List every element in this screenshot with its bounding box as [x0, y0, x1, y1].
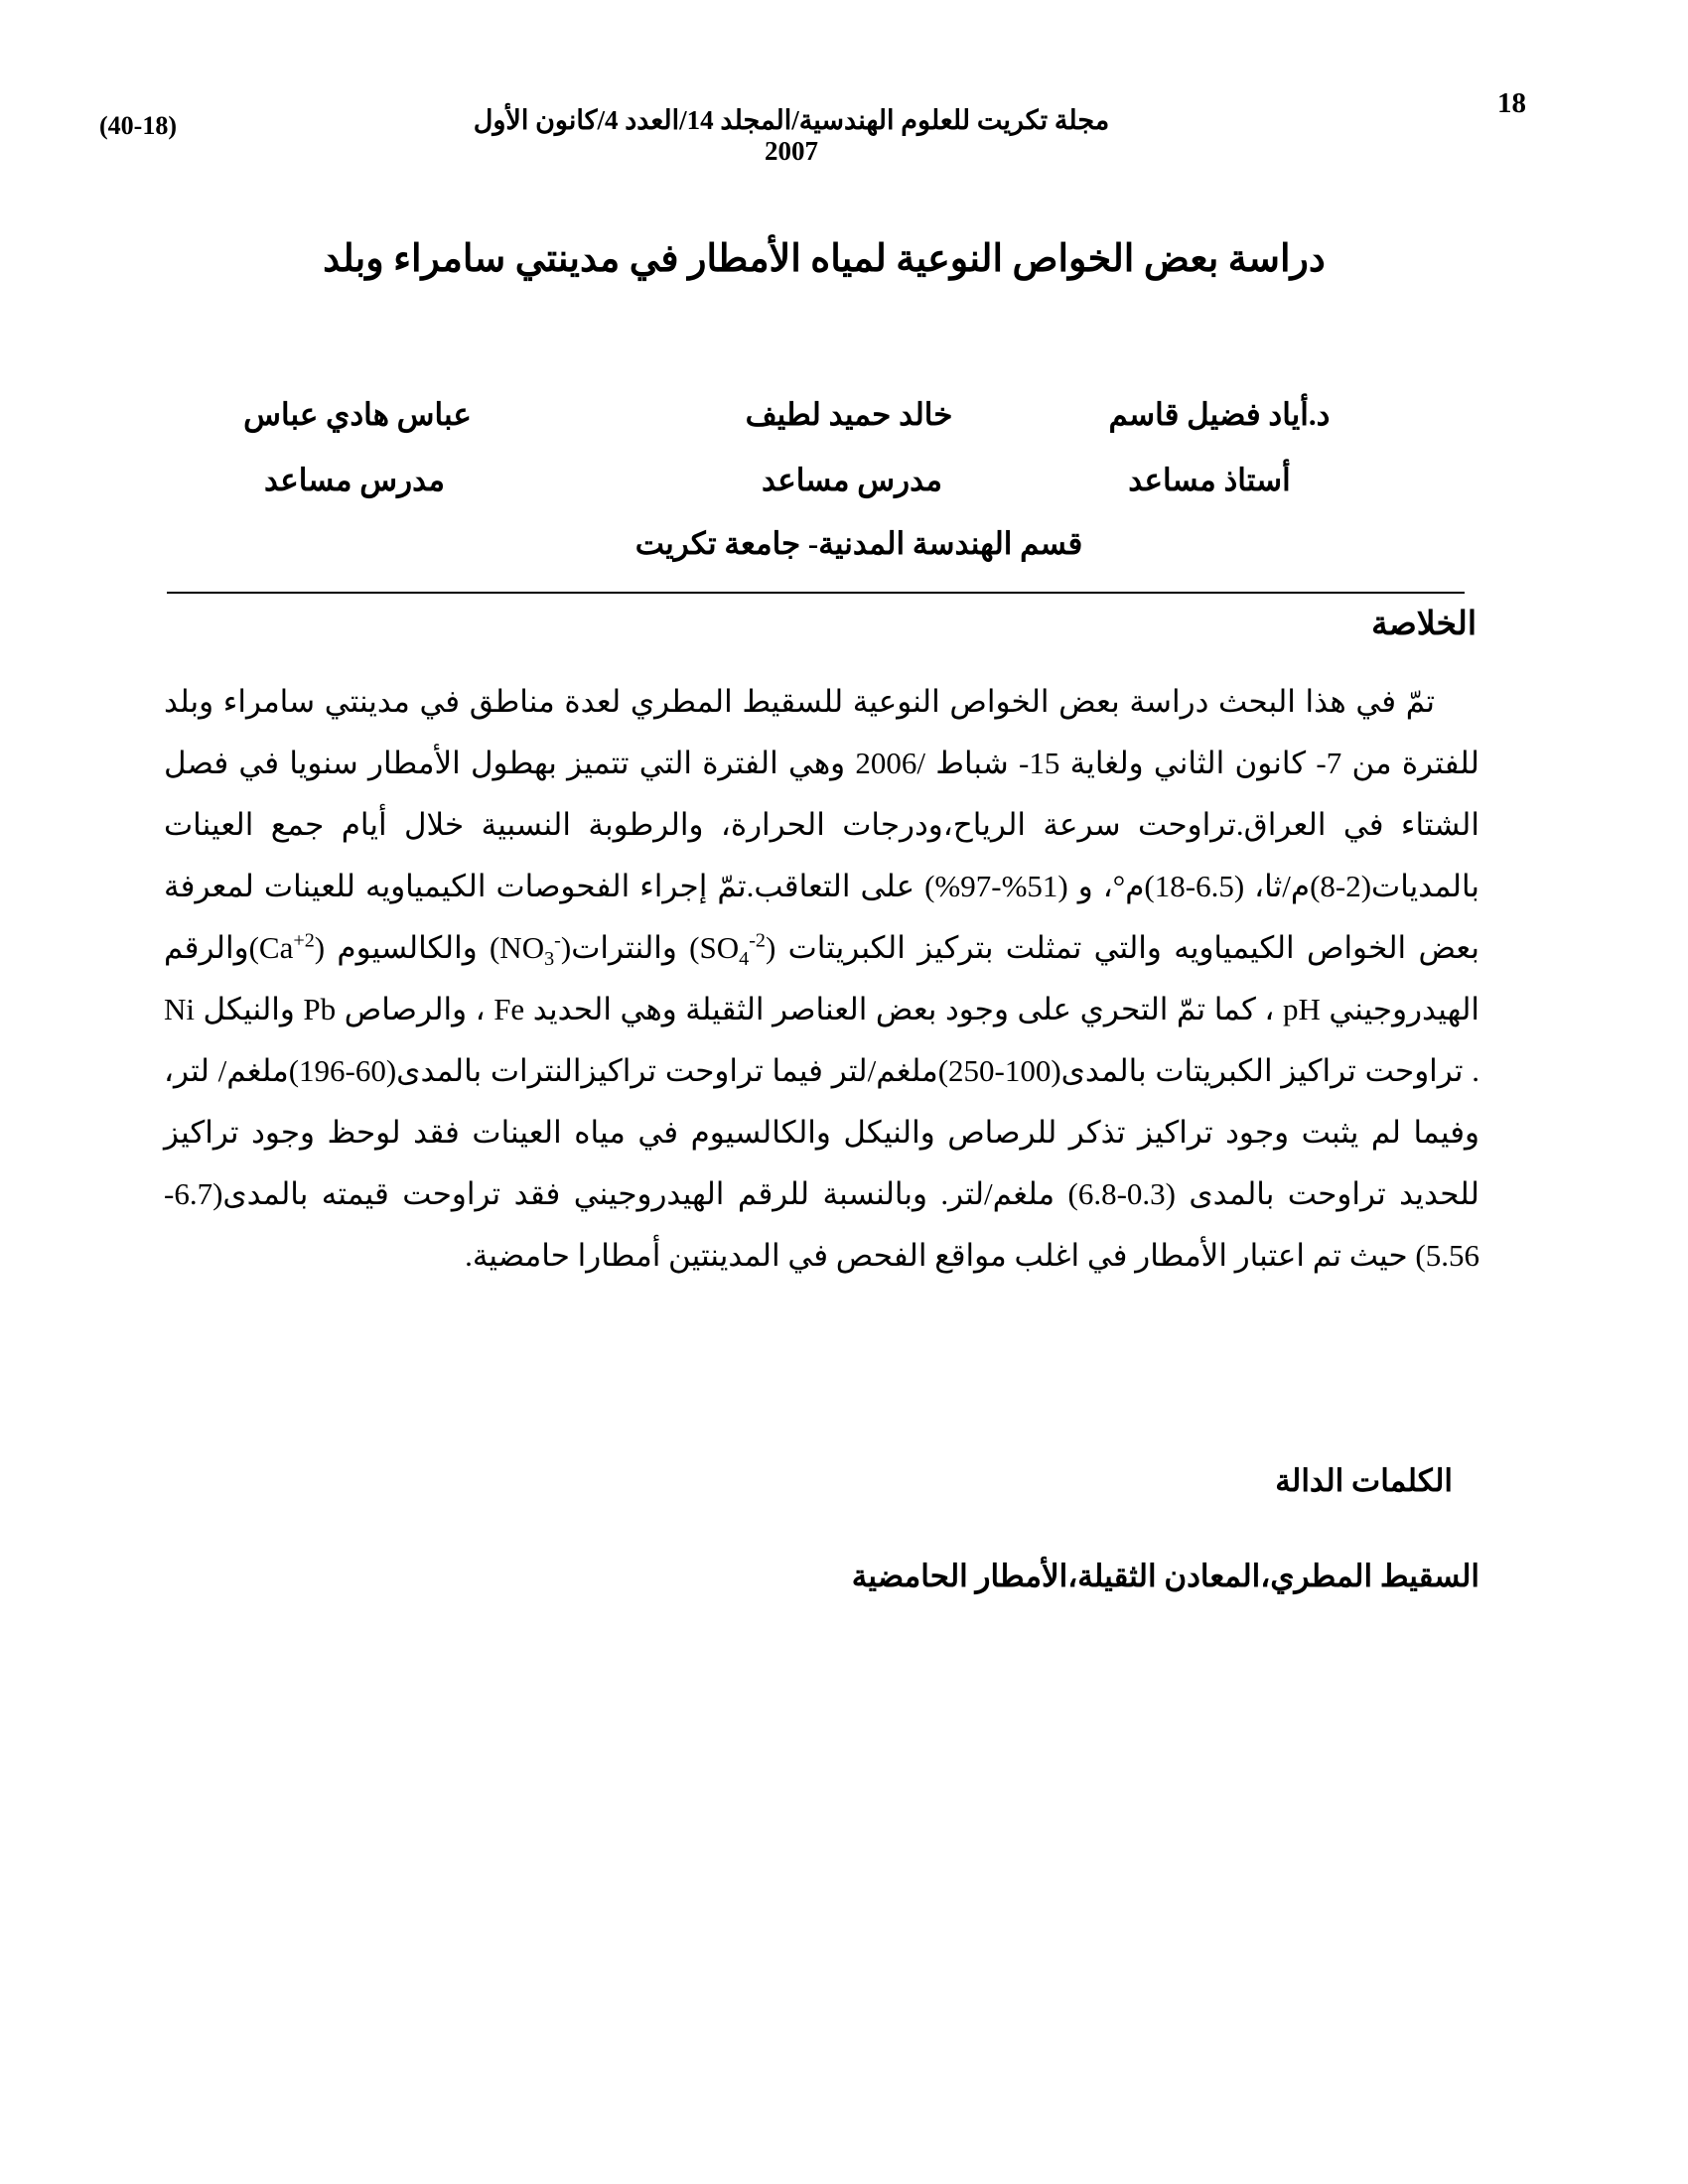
header-pages-range: (40-18)	[99, 111, 177, 140]
affiliation: قسم الهندسة المدنية- جامعة تكريت	[634, 526, 1083, 561]
chem-formula: Pb	[303, 992, 337, 1026]
chem-formula: $(NO_3^-)$	[489, 929, 572, 971]
abstract-heading: الخلاصة	[1371, 607, 1477, 642]
abstract-text-run: والنترات	[571, 930, 690, 965]
author-name: عباس هادي عباس	[243, 397, 472, 432]
abstract-text-run: والنيكل	[195, 992, 304, 1026]
chem-formula: Fe	[493, 992, 525, 1026]
separator-rule	[167, 592, 1465, 594]
chem-formula: pH	[1282, 992, 1321, 1026]
abstract-paragraph	[164, 671, 1479, 1287]
abstract-text-run: ، كما تمّ التحري على وجود بعض العناصر الثقيلة وهي الحديد	[524, 992, 1283, 1026]
abstract-text-run: ، والرصاص	[336, 992, 494, 1026]
author-rank: مدرس مساعد	[762, 463, 942, 497]
author-name: خالد حميد لطيف	[745, 397, 953, 432]
header-journal-title: مجلة تكريت للعلوم الهندسية/المجلد 14/العدد 4/كانون الأول 2007	[473, 105, 1110, 166]
chem-formula: Ni	[164, 992, 195, 1026]
keywords-heading: الكلمات الدالة	[1275, 1463, 1453, 1498]
keywords-text: السقيط المطري،المعادن الثقيلة،الأمطار الحامضية	[851, 1559, 1479, 1593]
author-name: د.أياد فضيل قاسم	[1108, 397, 1331, 432]
abstract-text-run: . تراوحت تراكيز الكبريتات بالمدى(100-250)ملغم/لتر فيما تراوحت تراكيزالنترات بالمدى(60-196)ملغم/ لتر، وفيما لم يثبت وجود تراكيز تذكر للرصاص والنيكل والكالسيوم في مياه العينات فقد لوحظ وجود تراكيز للحديد تراوحت بالمدى (0.3-6.8) ملغم/لتر. وبالنسبة للرقم الهيدروجيني فقد تراوحت قيمته بالمدى(6.7-5.56) حيث تم اعتبار الأمطار في اغلب مواقع الفحص في المدينتين أمطارا حامضية.	[164, 1053, 1479, 1273]
abstract-text-run: والكالسيوم	[325, 930, 490, 965]
header-page-number: 18	[1497, 87, 1526, 119]
author-rank: أستاذ مساعد	[1128, 463, 1291, 497]
abstract-text-run: تمّ في هذا البحث دراسة بعض الخواص النوعية للسقيط المطري لعدة مناطق في مدينتي سامراء وبلد للفترة من 7- كانون الثاني ولغاية 15- شباط /2006 وهي الفترة التي تتميز بهطول الأمطار سنويا في فصل الشتاء في العراق.تراوحت سرعة الرياح،ودرجات الحرارة، والرطوبة النسبية خلال أيام جمع العينات بالمديات(2-8)م/ثا، (6.5-18)م°، و (51%-97%) على التعاقب.تمّ إجراء الفحوصات الكيمياويه للعينات لمعرفة بعض الخواص الكيمياويه والتي تمثلت بتركيز الكبريتات	[164, 684, 1480, 965]
chem-formula: $(Ca^{+2})$	[248, 929, 326, 965]
article-title: دراسة بعض الخواص النوعية لمياه الأمطار في مدينتي سامراء وبلد	[323, 238, 1326, 280]
chem-formula: $(SO_4^{-2})$	[689, 929, 776, 971]
abstract-text-run: والرقم الهيدروجيني	[164, 930, 1480, 1026]
author-rank: مدرس مساعد	[264, 463, 445, 497]
